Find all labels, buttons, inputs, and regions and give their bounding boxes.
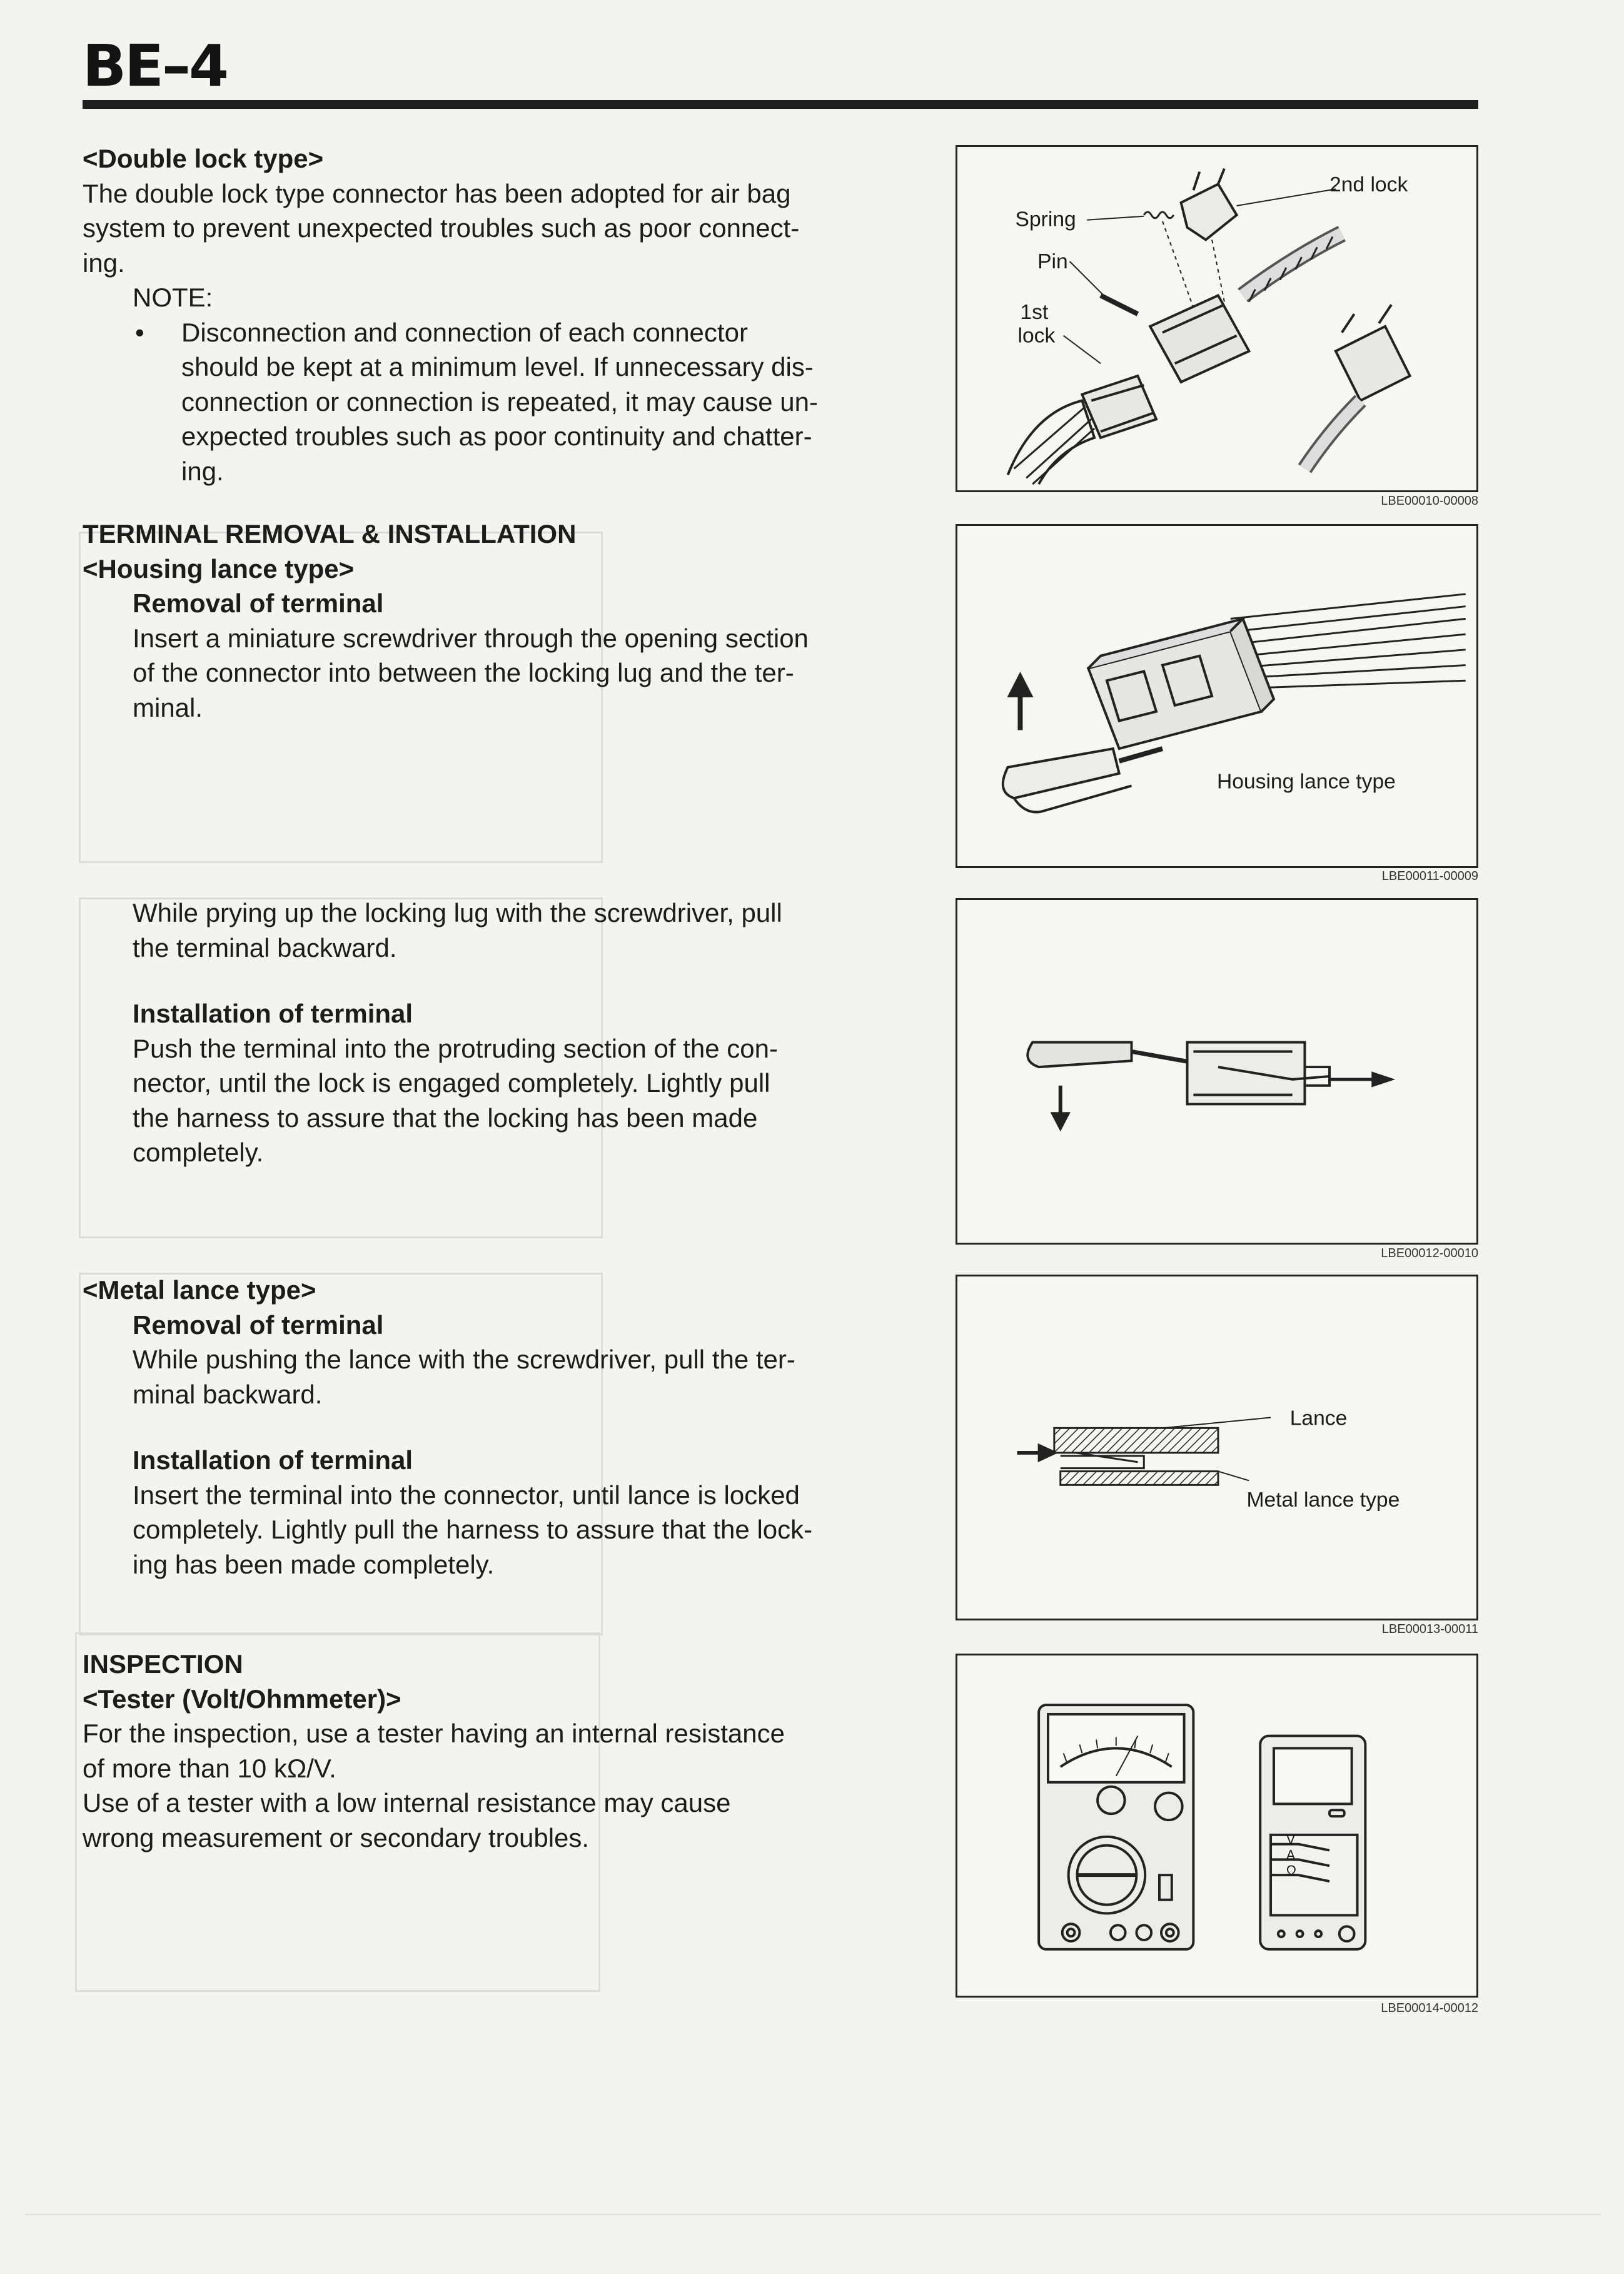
housing-install-line: nector, until the lock is engaged completely. Lightly pull	[133, 1068, 770, 1098]
metal-removal-line: minal backward.	[133, 1379, 323, 1409]
figure-code: LBE00010-00008	[1381, 494, 1478, 508]
housing-removal-line: of the connector into between the locking lug and the ter-	[133, 658, 794, 687]
housing-pry-section	[83, 896, 895, 1170]
housing-install-heading: Installation of terminal	[133, 999, 413, 1028]
pry-line: While prying up the locking lug with the screwdriver, pull	[133, 898, 782, 927]
note-line: should be kept at a minimum level. If unnecessary dis-	[181, 352, 814, 382]
figure-double-lock	[956, 145, 1478, 492]
housing-removal-line: minal.	[133, 692, 203, 722]
fig2-label: Housing lance type	[1217, 770, 1396, 794]
testers-illustration	[957, 1655, 1476, 1996]
note-label: NOTE:	[133, 283, 213, 312]
bullet-dot: •	[135, 317, 144, 347]
housing-removal-line: Insert a miniature screwdriver through the opening section	[133, 623, 809, 653]
terminal-heading: TERMINAL REMOVAL & INSTALLATION	[83, 519, 577, 548]
housing-install-line: the harness to assure that the locking has been made	[133, 1103, 758, 1133]
double-lock-line: ing.	[83, 248, 125, 278]
fig4-label-type: Metal lance type	[1246, 1488, 1400, 1512]
figure-code: LBE00013-00011	[1381, 1622, 1478, 1636]
fig1-label-lock: lock	[1017, 324, 1056, 348]
note-text	[181, 315, 895, 489]
housing-install-line: completely.	[133, 1138, 264, 1167]
double-lock-section	[83, 141, 895, 488]
page-title: BE–4	[83, 33, 227, 99]
figure-metal-lance	[956, 1275, 1478, 1620]
pry-line: the terminal backward.	[133, 932, 397, 963]
metal-install-heading: Installation of terminal	[133, 1445, 413, 1475]
figure-housing-lance	[956, 524, 1478, 868]
spacer	[83, 1412, 895, 1443]
fig1-label-1st: 1st	[1020, 300, 1049, 324]
fig1-label-2nd-lock: 2nd lock	[1329, 173, 1408, 197]
double-lock-line: system to prevent unexpected troubles such as poor connect-	[83, 213, 800, 243]
figure-code: LBE00014-00012	[1381, 2001, 1478, 2015]
title-rule	[83, 100, 1478, 109]
note-line: Disconnection and connection of each connector	[181, 317, 748, 347]
note-line: ing.	[181, 456, 224, 486]
fig5-label-v: V	[1286, 1831, 1296, 1847]
fig5-label-ohm: Ω	[1286, 1862, 1297, 1879]
bottom-rule	[25, 2214, 1601, 2215]
housing-install-line: Push the terminal into the protruding section of the con-	[133, 1033, 778, 1063]
double-lock-line: The double lock type connector has been adopted for air bag	[83, 178, 791, 208]
metal-lance-section	[83, 1273, 895, 1582]
metal-lance-heading: <Metal lance type>	[83, 1275, 316, 1305]
inspection-line: Use of a tester with a low internal resistance may cause	[83, 1788, 731, 1817]
inspection-line: of more than 10 kΩ/V.	[83, 1753, 336, 1783]
fig4-label-lance: Lance	[1289, 1407, 1348, 1430]
inspection-section	[83, 1647, 895, 1855]
double-lock-illustration	[957, 147, 1476, 490]
housing-lance-illustration	[957, 526, 1476, 866]
fig5-label-a: A	[1286, 1847, 1296, 1863]
note-line: connection or connection is repeated, it may cause un-	[181, 387, 818, 417]
prying-illustration	[957, 900, 1476, 1243]
housing-removal-heading: Removal of terminal	[133, 589, 384, 618]
metal-install-line: Insert the terminal into the connector, until lance is locked	[133, 1480, 800, 1510]
double-lock-heading: <Double lock type>	[83, 144, 324, 173]
inspection-heading: INSPECTION	[83, 1649, 243, 1679]
metal-removal-line: While pushing the lance with the screwdriver, pull the ter-	[133, 1345, 795, 1374]
figure-prying	[956, 898, 1478, 1245]
figure-code: LBE00011-00009	[1381, 869, 1478, 883]
metal-lance-illustration	[957, 1276, 1476, 1619]
metal-install-line: completely. Lightly pull the harness to assure that the lock-	[133, 1515, 813, 1544]
inspection-line: For the inspection, use a tester having an internal resistance	[83, 1719, 785, 1748]
terminal-section	[83, 517, 895, 725]
metal-install-line: ing has been made completely.	[133, 1549, 495, 1579]
fig1-label-spring: Spring	[1015, 208, 1076, 231]
figure-code: LBE00012-00010	[1381, 1246, 1478, 1260]
note-bullet	[83, 315, 895, 489]
inspection-line: wrong measurement or secondary troubles.	[83, 1822, 590, 1852]
housing-lance-heading: <Housing lance type>	[83, 553, 355, 584]
tester-heading: <Tester (Volt/Ohmmeter)>	[83, 1684, 401, 1714]
fig1-label-pin: Pin	[1037, 250, 1068, 273]
spacer	[83, 965, 895, 996]
metal-removal-heading: Removal of terminal	[133, 1310, 384, 1340]
note-line: expected troubles such as poor continuity and chatter-	[181, 422, 812, 451]
figure-testers	[956, 1654, 1478, 1998]
